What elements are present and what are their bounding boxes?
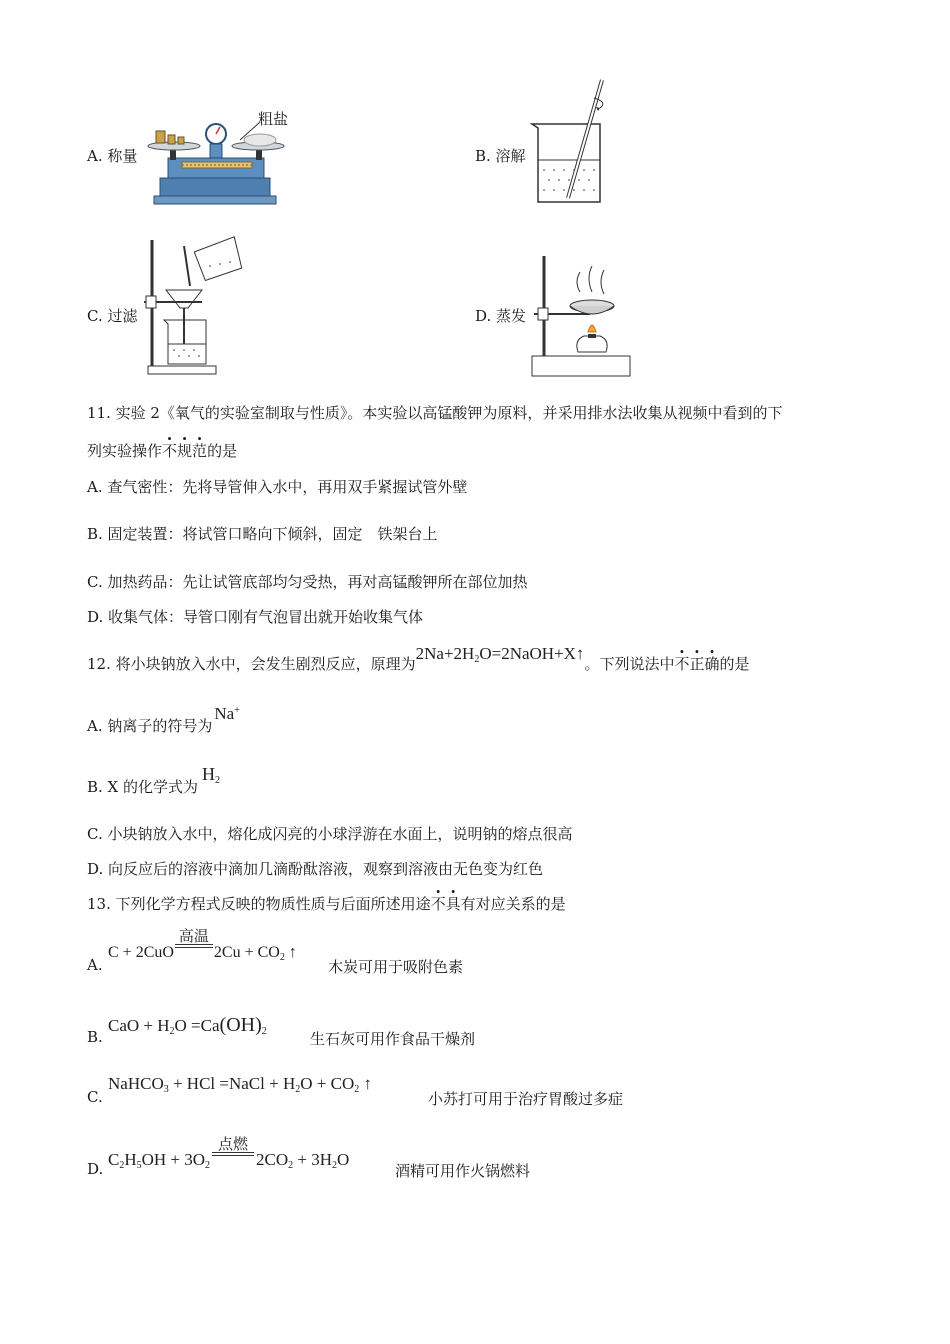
q13-option-c-equation: NaHCO$_3$ + HCl =NaCl + $H_2O + CO_2$ ↑ — [108, 1074, 372, 1095]
q10-option-c-label: C. 过滤 — [87, 307, 138, 325]
q11-option-a: A. 查气密性：先将导管伸入水中，再用双手紧握试管外壁 — [87, 478, 468, 496]
q12-emph-2: 正 — [689, 655, 705, 673]
evaporation-figure — [528, 252, 634, 380]
q13-option-b-use: 生石灰可用作食品干燥剂 — [310, 1030, 476, 1048]
q13-option-d-use: 酒精可用作火锅燃料 — [395, 1162, 531, 1180]
q12-equation: $2Na+2H_2O=2NaOH+X↑$ — [415, 644, 585, 665]
q11-option-d: D. 收集气体：导管口刚有气泡冒出就开始收集气体 — [87, 608, 424, 626]
q12-emph-3: 确 — [704, 655, 720, 673]
q13-option-c-label: C. — [87, 1088, 103, 1106]
q13-emph-1: 不 — [430, 895, 446, 913]
q11-emph-1: 不 — [162, 442, 178, 460]
q11-stem-text-b: 的是 — [207, 442, 238, 460]
q12-emph-1: 不 — [674, 655, 690, 673]
q11-option-b: B. 固定装置：将试管口略向下倾斜，固定 铁架台上 — [87, 525, 438, 543]
q13-option-a-use: 木炭可用于吸附色素 — [328, 958, 464, 976]
q11-option-c: C. 加热药品：先让试管底部均匀受热，再对高锰酸钾所在部位加热 — [87, 573, 528, 591]
q12-option-b: B. X 的化学式为$H_2$ — [87, 764, 221, 796]
q11-stem-line1: 11. 实验 2《氧气的实验室制取与性质》。本实验以高锰酸钾为原料，并采用排水法收集从视频中看到的下 — [87, 404, 783, 422]
q13-option-b-equation: CaO + $H_2O =Ca(OH)_2$ — [108, 1014, 267, 1037]
q13-stem: 13. 下列化学方程式反映的物质性质与后面所述用途不具有对应关系的是 — [87, 895, 566, 913]
q11-emph-3: 范 — [192, 442, 208, 460]
q10-option-d-label: D. 蒸发 — [475, 307, 527, 325]
q11-stem-line2 — [87, 440, 237, 461]
q12-option-c: C. 小块钠放入水中，熔化成闪亮的小球浮游在水面上，说明钠的熔点很高 — [87, 825, 573, 843]
beaker-dissolve-figure — [528, 78, 608, 206]
q13-option-a-condition: 高温 — [178, 927, 209, 945]
q13-option-b-label: B. — [87, 1028, 103, 1046]
balance-scale-figure — [140, 118, 300, 208]
q11-emph-2: 规 — [177, 442, 193, 460]
q13-emph-2: 具 — [445, 895, 461, 913]
q12-option-a: A. 钠离子的符号为Na+ — [87, 704, 240, 735]
q13-option-d-equation: $C_2H_5OH + 3O_2$ 点燃 $2CO_2 + 3H_2O$ — [108, 1135, 350, 1171]
q12-stem-text-a: 12. 将小块钠放入水中，会发生剧烈反应，原理为 — [87, 655, 416, 673]
q13-option-a-label: A. — [87, 956, 103, 974]
q13-option-d-condition: 点燃 — [218, 1135, 249, 1153]
filtration-figure — [140, 236, 250, 378]
q10-option-a-tag: 粗盐 — [258, 110, 289, 128]
q12-option-d: D. 向反应后的溶液中滴加几滴酚酞溶液，观察到溶液由无色变为红色 — [87, 860, 544, 878]
q11-stem-text-a: 列实验操作 — [87, 442, 163, 460]
q12-stem-text-b: 。下列说法中 — [584, 655, 675, 673]
q13-option-a-equation: C + 2CuO 高温 $2Cu + CO_2$ ↑ — [108, 927, 297, 963]
q13-option-c-use: 小苏打可用于治疗胃酸过多症 — [428, 1090, 624, 1108]
q10-option-b-label: B. 溶解 — [475, 147, 526, 165]
q13-option-d-label: D. — [87, 1160, 104, 1178]
q12-stem — [87, 644, 750, 675]
q12-stem-text-c: 的是 — [719, 655, 750, 673]
q10-option-a-label: A. 称量 — [87, 147, 138, 165]
